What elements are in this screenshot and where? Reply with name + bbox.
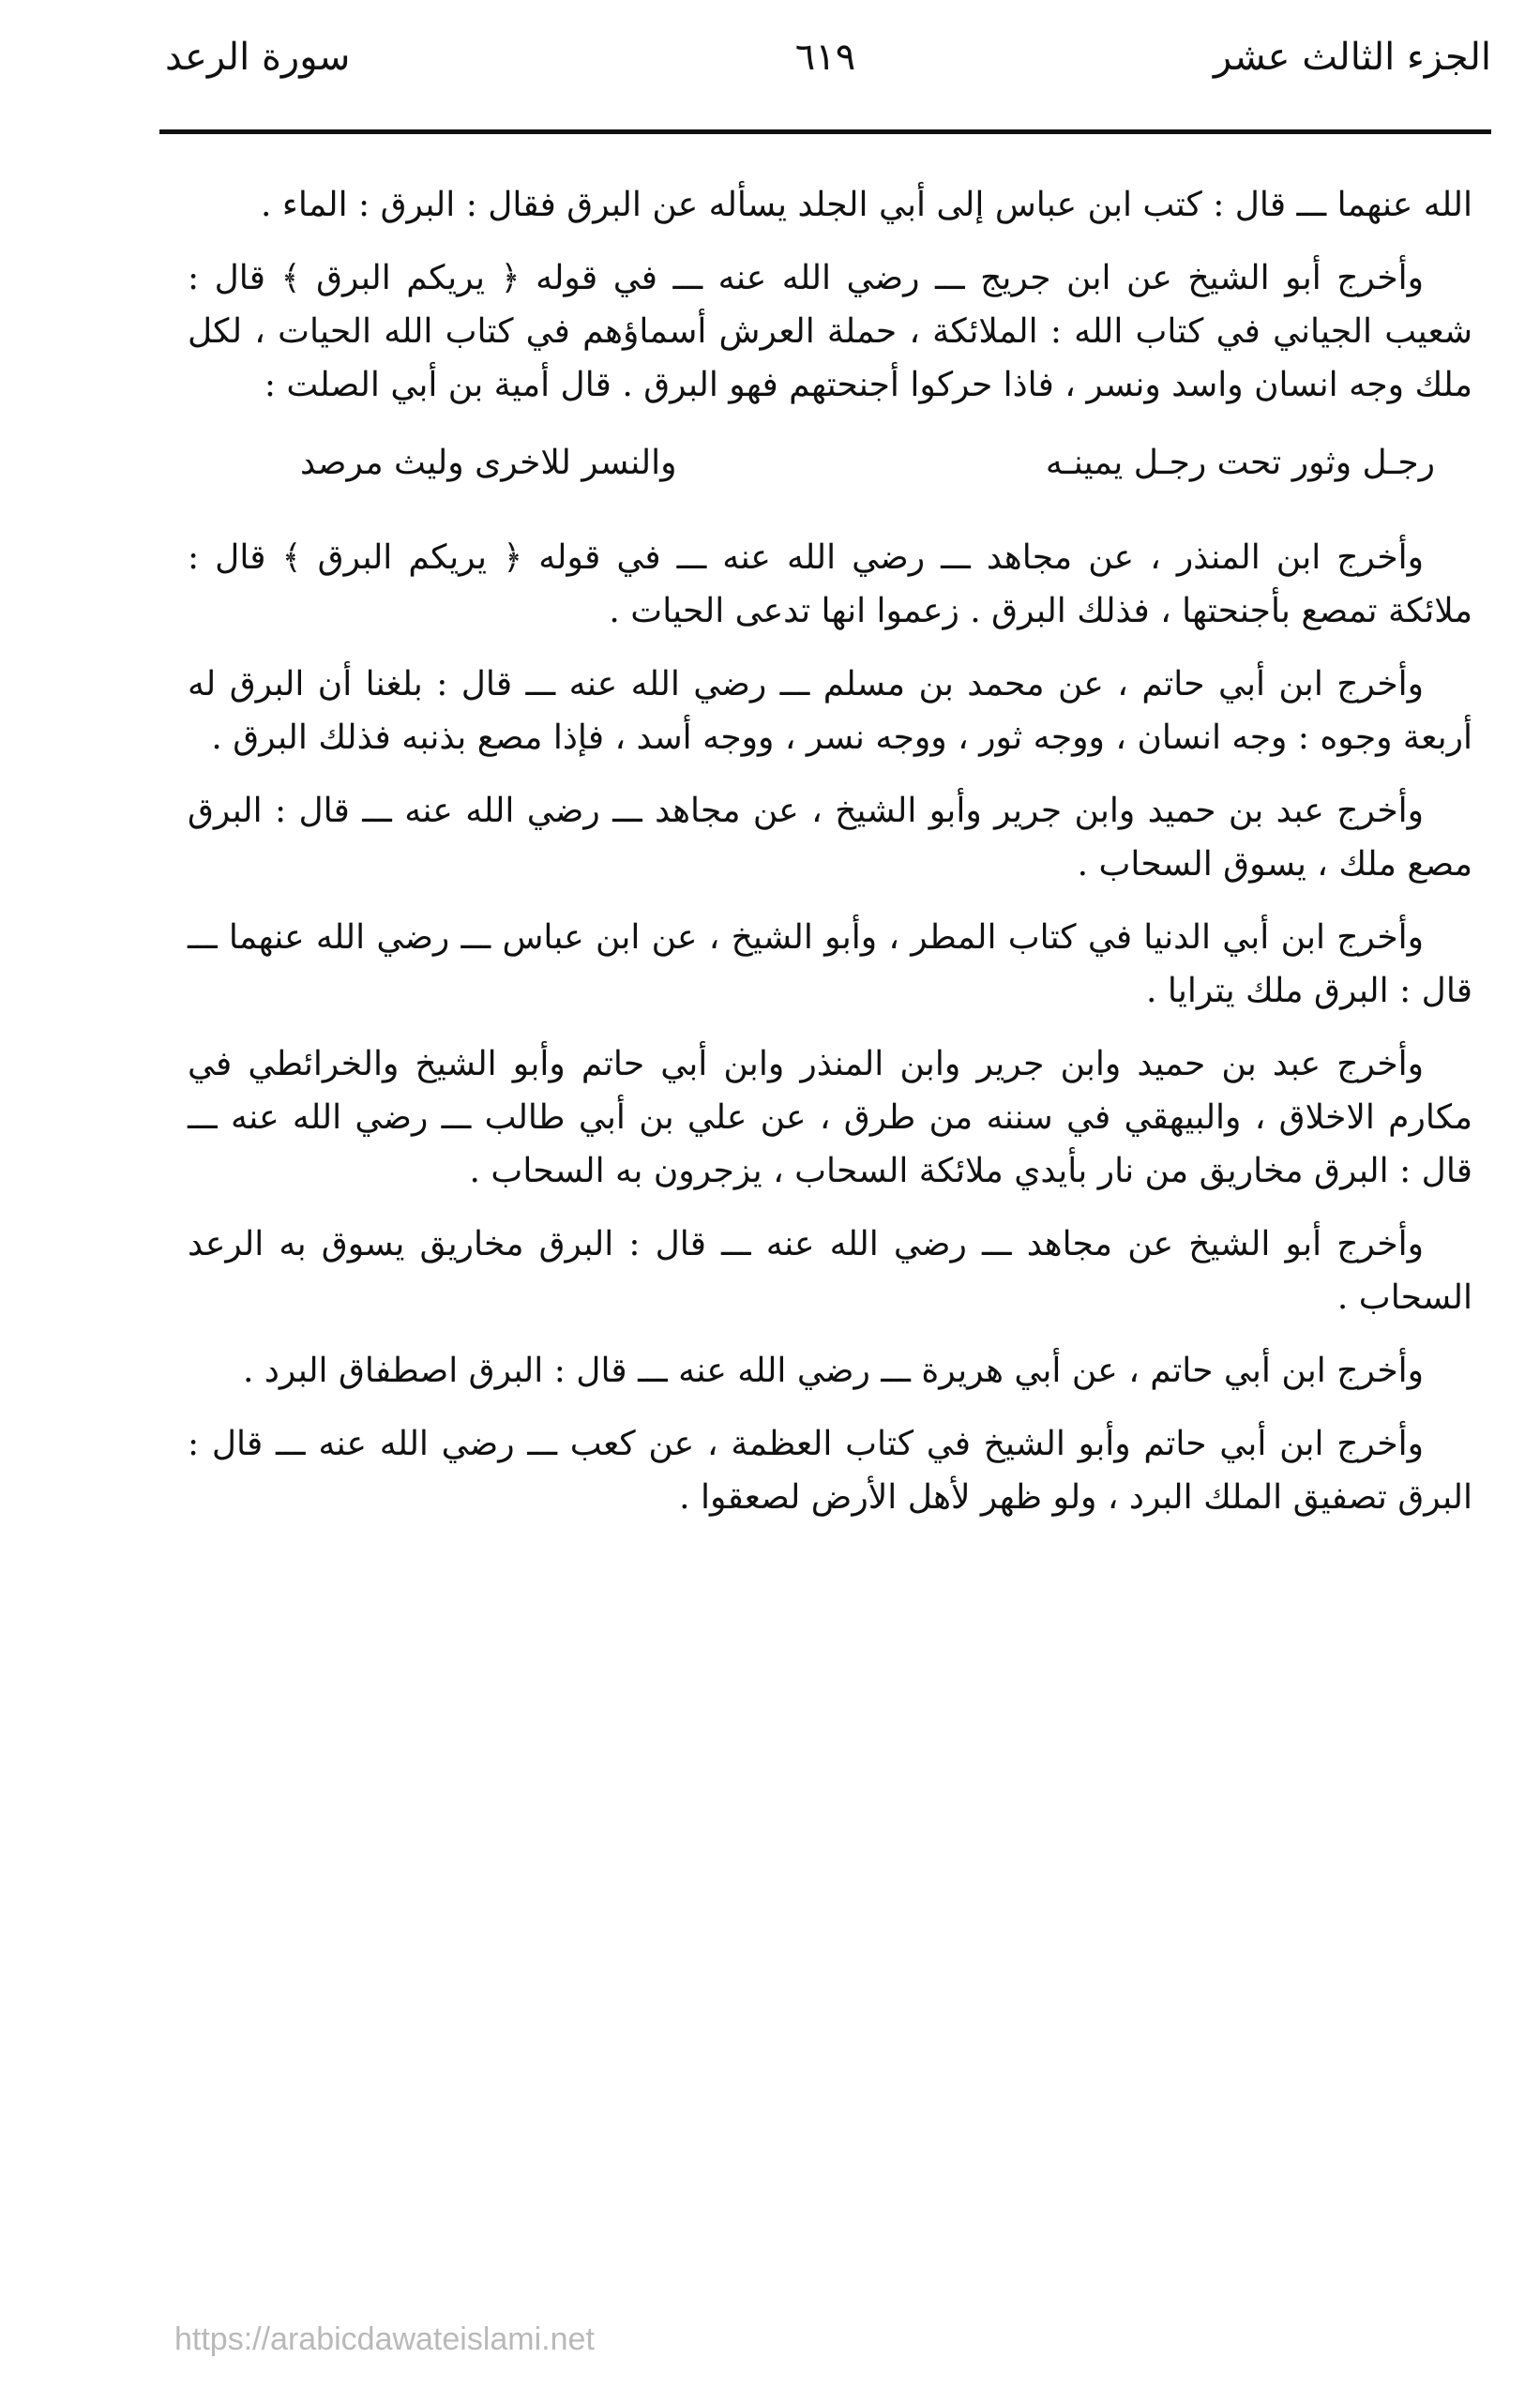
paragraph: وأخرج عبد بن حميد وابن جرير وأبو الشيخ ، عن مجاهد ـــ رضي الله عنه ـــ قال : البرق مصع ملك ، يسوق السحاب . xyxy=(188,792,1472,884)
page-number: ٦١٩ xyxy=(794,36,856,79)
paragraph: وأخرج أبو الشيخ عن ابن جريج ـــ رضي الله عنه ـــ في قوله ﴿ يريكم البرق ﴾ قال : شعيب الجياني في كتاب الله : الملائكة ، حملة العرش أسماؤهم في كتاب الله الحيات ، لكل ملك وجه انسان واسد ونسر ، فاذا حركوا أجنحتهم فهو البرق . قال أمية بن أبي الصلت : xyxy=(188,259,1472,404)
body-text xyxy=(188,178,1472,1544)
header-rule xyxy=(159,129,1491,134)
paragraph: وأخرج ابن المنذر ، عن مجاهد ـــ رضي الله عنه ـــ في قوله ﴿ يريكم البرق ﴾ قال : ملائكة تمصع بأجنحتها ، فذلك البرق . زعموا انها تدعى الحيات . xyxy=(188,538,1472,630)
paragraph: وأخرج عبد بن حميد وابن جرير وابن المنذر وابن أبي حاتم وأبو الشيخ والخرائطي في مكارم الاخلاق ، والبيهقي في سننه من طرق ، عن علي بن أبي طالب ـــ رضي الله عنه ـــ قال : البرق مخاريق من نار بأيدي ملائكة السحاب ، يزجرون به السحاب . xyxy=(188,1045,1472,1190)
verse-second-hemistich: والنسر للاخرى وليث مرصد xyxy=(300,444,677,482)
verse-first-hemistich: رجـل وثور تحت رجـل يمينـه xyxy=(1045,444,1435,482)
paragraph-continuation: الله عنهما ـــ قال : كتب ابن عباس إلى أبي الجلد يسأله عن البرق فقال : البرق : الماء . xyxy=(261,186,1472,224)
paragraph: وأخرج أبو الشيخ عن مجاهد ـــ رضي الله عنه ـــ قال : البرق مخاريق يسوق به الرعد السحاب . xyxy=(188,1225,1472,1317)
poetry-verse xyxy=(300,436,1435,490)
surah-title: سورة الرعد xyxy=(165,36,351,79)
part-title: الجزء الثالث عشر xyxy=(1213,36,1491,79)
watermark-url: https://arabicdawateislami.net xyxy=(174,2321,595,2357)
running-header xyxy=(159,36,1491,129)
paragraph: وأخرج ابن أبي حاتم ، عن محمد بن مسلم ـــ رضي الله عنه ـــ قال : بلغنا أن البرق له أربعة وجوه : وجه انسان ، ووجه ثور ، ووجه نسر ، ووجه أسد ، فإذا مصع بذنبه فذلك البرق . xyxy=(188,665,1472,757)
paragraph: وأخرج ابن أبي حاتم وأبو الشيخ في كتاب العظمة ، عن كعب ـــ رضي الله عنه ـــ قال : البرق تصفيق الملك البرد ، ولو ظهر لأهل الأرض لصعقوا . xyxy=(188,1425,1472,1517)
paragraph: وأخرج ابن أبي حاتم ، عن أبي هريرة ـــ رضي الله عنه ـــ قال : البرق اصطفاق البرد . xyxy=(242,1352,1424,1390)
paragraph: وأخرج ابن أبي الدنيا في كتاب المطر ، وأبو الشيخ ، عن ابن عباس ـــ رضي الله عنهما ـــ قال : البرق ملك يترايا . xyxy=(188,918,1472,1010)
